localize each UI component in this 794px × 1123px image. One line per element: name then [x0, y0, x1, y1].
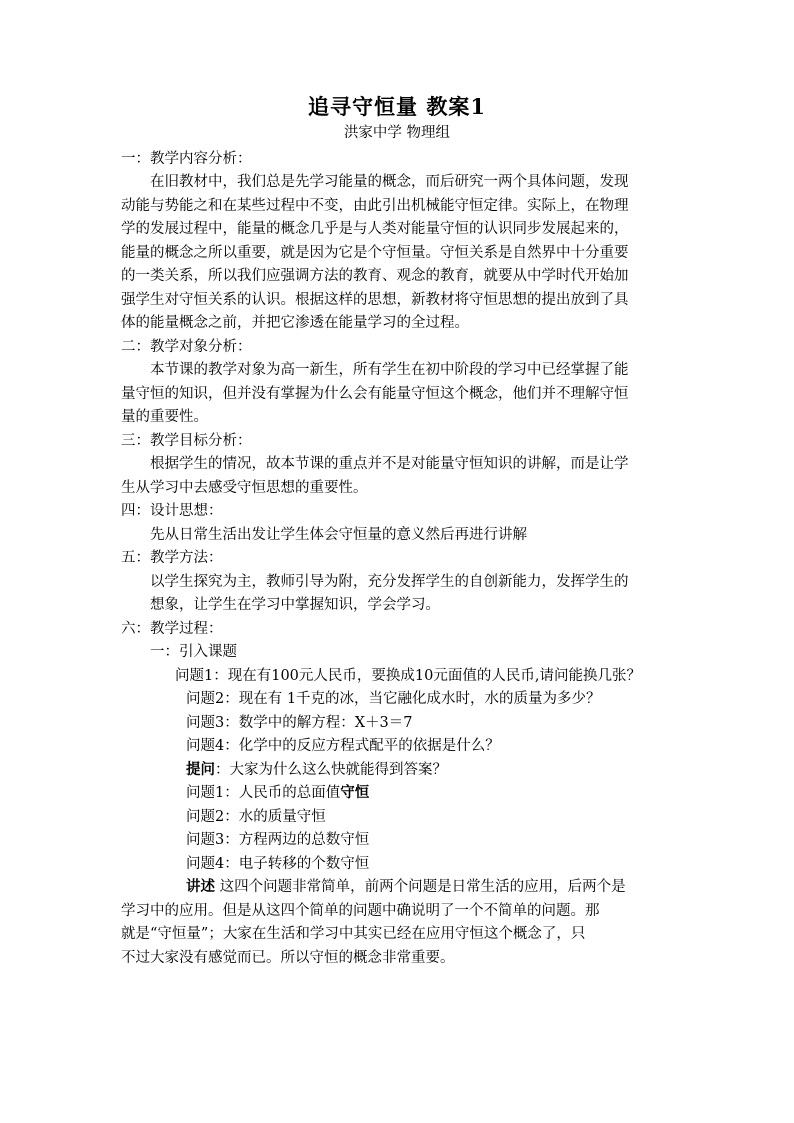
ask-line [186, 759, 447, 781]
talk-line: 就是“守恒量”；大家在生活和学习中其实已经在应用守恒这个概念了，只 [121, 926, 586, 942]
page-title: 追寻守恒量 教案1 [308, 94, 486, 119]
section-6-heading: 六：教学过程： [121, 621, 223, 637]
section-1-line: 的一类关系，所以我们应强调方法的教育、观念的教育，就要从中学时代开始加 [121, 268, 629, 284]
section-5-heading: 五：教学方法： [121, 550, 223, 566]
section-1-line: 强学生对守恒关系的认识。根据这样的思想，新教材将守恒思想的提出放到了具 [121, 292, 629, 308]
section-3-line: 生从学习中去感受守恒思想的重要性。 [121, 480, 368, 496]
question-1: 问题1：现在有100元人民币，要换成10元面值的人民币,请问能换几张？ [175, 668, 641, 684]
section-2-line: 本节课的教学对象为高一新生，所有学生在初中阶段的学习中已经掌握了能 [150, 362, 629, 378]
section-5-line: 以学生探究为主，教师引导为附，充分发挥学生的自创新能力，发挥学生的 [150, 574, 629, 590]
answer-2: 问题2：水的质量守恒 [186, 809, 326, 825]
section-3-line: 根据学生的情况，故本节课的重点并不是对能量守恒知识的讲解，而是让学 [150, 456, 629, 472]
question-4: 问题4：化学中的反应方程式配平的依据是什么？ [186, 738, 500, 754]
section-2-line: 量的重要性。 [121, 409, 208, 425]
section-3-heading: 三：教学目标分析： [121, 433, 252, 449]
section-1-line: 学的发展过程中，能量的概念几乎是与人类对能量守恒的认识同步发展起来的， [121, 221, 629, 237]
section-1-line: 能量的概念之所以重要，就是因为它是个守恒量。守恒关系是自然界中十分重要 [121, 245, 629, 261]
section-4-heading: 四：设计思想： [121, 503, 223, 519]
section-6-subheading: 一：引入课题 [150, 644, 237, 660]
talk-text: 这四个问题非常简单，前两个问题是日常生活的应用，后两个是 [215, 879, 626, 895]
talk-line: 不过大家没有感觉而已。所以守恒的概念非常重要。 [121, 950, 455, 966]
ask-label: 提问 [186, 761, 215, 778]
section-1-heading: 一：教学内容分析： [121, 151, 252, 167]
talk-line: 学习中的应用。但是从这四个简单的问题中确说明了一个不简单的问题。那 [121, 903, 600, 919]
answer-1-bold: 守恒 [340, 784, 370, 801]
section-5-line: 想象，让学生在学习中掌握知识，学会学习。 [150, 597, 440, 613]
answer-3: 问题3：方程两边的总数守恒 [186, 832, 370, 848]
section-1-line: 体的能量概念之前，并把它渗透在能量学习的全过程。 [121, 315, 469, 331]
page-subtitle: 洪家中学 物理组 [343, 125, 451, 141]
section-4-line: 先从日常生活出发让学生体会守恒量的意义然后再进行讲解 [150, 527, 527, 543]
section-1-line: 在旧教材中，我们总是先学习能量的概念，而后研究一两个具体问题，发现 [150, 174, 629, 190]
talk-label: 讲述 [186, 878, 215, 895]
ask-text: ：大家为什么这么快就能得到答案？ [215, 762, 447, 778]
section-1-line: 动能与势能之和在某些过程中不变，由此引出机械能守恒定律。实际上，在物理 [121, 198, 629, 214]
question-3: 问题3：数学中的解方程：X＋3＝7 [186, 715, 413, 731]
answer-4: 问题4：电子转移的个数守恒 [186, 856, 370, 872]
question-2: 问题2：现在有 1千克的冰，当它融化成水时，水的质量为多少？ [186, 691, 601, 707]
section-2-heading: 二：教学对象分析： [121, 339, 252, 355]
section-2-line: 量守恒的知识，但并没有掌握为什么会有能量守恒这个概念，他们并不理解守恒 [121, 386, 629, 402]
talk-line [186, 876, 626, 898]
answer-1-text: 问题1：人民币的总面值 [186, 785, 341, 801]
answer-1 [186, 782, 369, 804]
